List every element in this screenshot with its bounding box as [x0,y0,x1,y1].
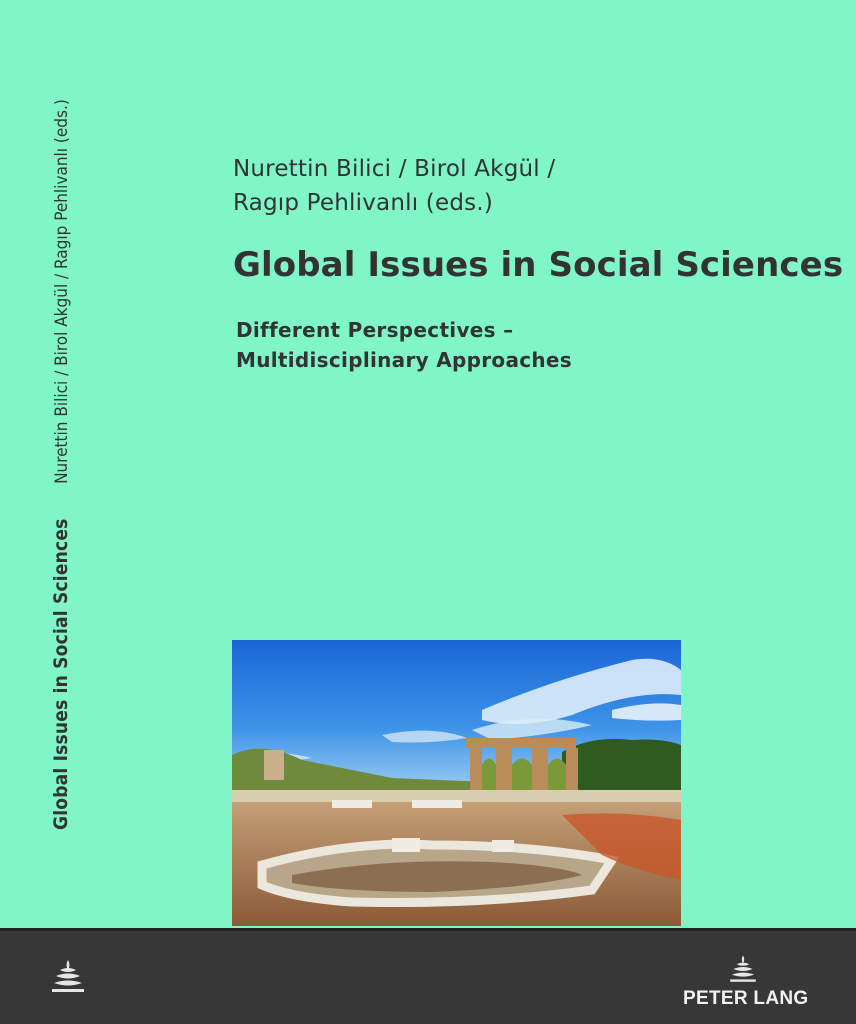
subtitle-line-2: Multidisciplinary Approaches [236,348,572,372]
spine-text [50,30,72,830]
subtitle-line-1: Different Perspectives – [236,318,514,342]
bottom-band [0,928,856,1024]
spine-authors: Nurettin Bilici / Birol Akgül / Ragıp Pehlivanlı (eds.) [52,99,72,484]
book-spine [0,0,112,928]
publisher-logo-icon [48,956,88,996]
book-subtitle [236,315,572,375]
book-title: Global Issues in Social Sciences [233,245,844,285]
publisher-name: PETER LANG [683,988,809,1009]
spine-title: Global Issues in Social Sciences [50,518,72,830]
band-divider [0,928,856,931]
cover-authors [233,152,555,220]
authors-line-1: Nurettin Bilici / Birol Akgül / [233,156,556,182]
publisher-logo-icon [726,953,760,985]
ancient-ruins-photo [232,640,681,926]
authors-line-2: Ragıp Pehlivanlı (eds.) [233,190,493,216]
